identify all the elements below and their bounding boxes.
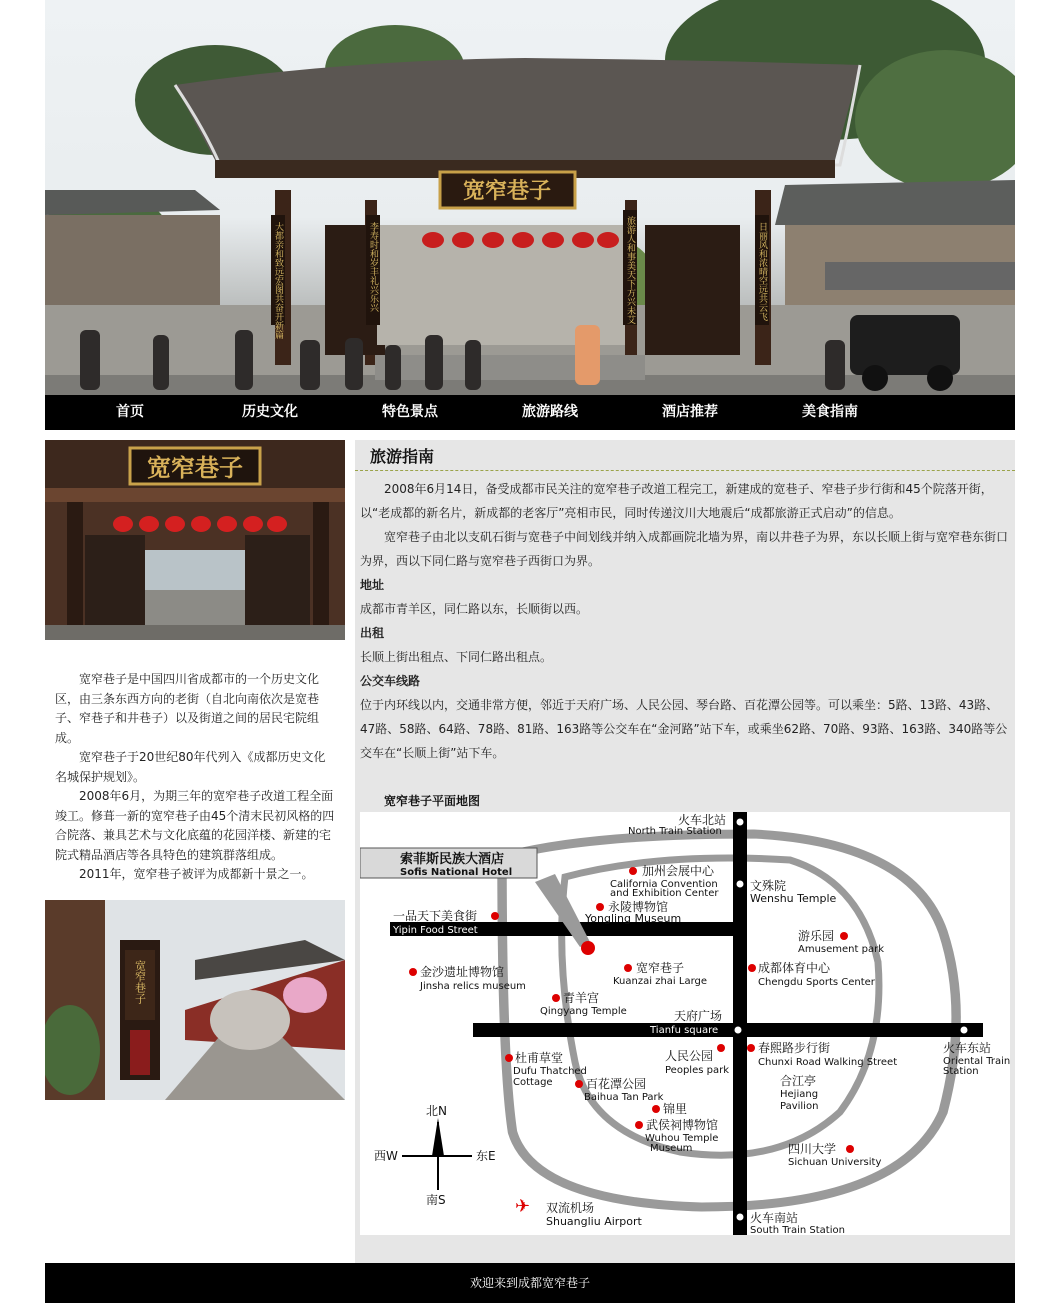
- qingyang-en: Qingyang Temple: [540, 1006, 627, 1017]
- couplet-outer-right: 日丽风和浓晴空远共云飞: [757, 222, 767, 321]
- compass-east: 东E: [476, 1149, 496, 1163]
- dufu-en-1: Dufu Thatched: [513, 1066, 587, 1077]
- east-station-en-2: Station: [943, 1066, 979, 1077]
- yongling-label: 永陵博物馆: [608, 900, 669, 914]
- amusement-en: Amusement park: [798, 944, 884, 955]
- hejiang-en-1: Hejiang: [780, 1089, 819, 1100]
- north-station-en: North Train Station: [628, 826, 722, 837]
- yongling-en: Yongling Museum: [585, 912, 682, 925]
- nav-item-history[interactable]: 历史文化: [242, 404, 298, 420]
- wuhou-en-2: Museum: [650, 1143, 693, 1154]
- title-divider: [355, 470, 1015, 471]
- yipin-label: 一品天下美食街: [393, 909, 478, 923]
- bus-text: 位于内环线以内，交通非常方便，邻近于天府广场、人民公园、琴台路、百花潭公园等。可以乘坐：5路、13路、43路、47路、58路、64路、78路、81路、163路等公交车在“金河路”站下车，或乘坐62路、70路、93路、163路、340路等公交车在“长顺上街”站下车。: [360, 698, 1008, 760]
- gate-illustration: [45, 0, 1015, 395]
- sports-label: 成都体育中心: [758, 961, 831, 975]
- address-heading: 地址: [360, 578, 385, 592]
- jinsha-label: 金沙遗址博物馆: [420, 965, 505, 979]
- bus-heading: 公交车线路: [360, 674, 421, 688]
- gate-photo-sign: 宽窄巷子: [147, 454, 243, 482]
- sichuan-en: Sichuan University: [788, 1157, 882, 1168]
- hotel-label: 索菲斯民族大酒店: [400, 852, 505, 867]
- address-text: 成都市青羊区，同仁路以东，长顺街以西。: [360, 602, 589, 616]
- south-station-label: 火车南站: [750, 1211, 799, 1225]
- chunxi-label: 春熙路步行街: [758, 1041, 831, 1055]
- convention-en-1: California Convention: [610, 879, 718, 890]
- gate-photo: [45, 440, 345, 640]
- hejiang-en-2: Pavilion: [780, 1101, 819, 1112]
- map-caption: 宽窄巷子平面地图: [384, 794, 481, 808]
- airport-en: Shuangliu Airport: [546, 1215, 642, 1228]
- couplet-inner-left: 李寿时和岁丰礼兴乐兴: [368, 222, 378, 312]
- chunxi-en: Chunxi Road Walking Street: [758, 1057, 898, 1068]
- guide-body: [360, 477, 1010, 765]
- sports-en: Chengdu Sports Center: [758, 977, 875, 988]
- south-station-en: South Train Station: [750, 1225, 845, 1235]
- main-nav: [45, 395, 1015, 430]
- compass-north: 北N: [426, 1104, 447, 1118]
- nav-item-hotels[interactable]: 酒店推荐: [662, 404, 718, 420]
- guide-intro: 2008年6月14日，备受成都市民关注的宽窄巷子改道工程完工，新建成的宽巷子、窄巷子步行街和45个院落开街，以“老成都的新名片，新成都的老客厅”亮相市民，同时传递汶川大地震后“成都旅游正式启动”的信息。: [360, 482, 993, 520]
- history-intro: [55, 670, 337, 885]
- intro-paragraph: 宽窄巷子是中国四川省成都市的一个历史文化区，由三条东西方向的老街（自北向南依次是宽巷子、窄巷子和井巷子）以及街道之间的居民宅院组成。: [55, 672, 320, 745]
- kuanzhai-label: 宽窄巷子: [636, 961, 685, 975]
- wuhou-label: 武侯祠博物馆: [646, 1118, 719, 1132]
- sichuan-label: 四川大学: [788, 1142, 837, 1156]
- dufu-label: 杜甫草堂: [515, 1051, 564, 1065]
- wuhou-en-1: Wuhou Temple: [645, 1133, 719, 1144]
- north-station-label: 火车北站: [678, 813, 727, 827]
- taxi-text: 长顺上街出租点、下同仁路出租点。: [360, 650, 553, 664]
- alley-sign: 宽窄巷子: [133, 960, 147, 1004]
- east-station-label: 火车东站: [943, 1041, 992, 1055]
- nav-item-routes[interactable]: 旅游路线: [522, 404, 578, 420]
- amusement-label: 游乐园: [798, 929, 835, 943]
- couplet-inner-right: 旅游人和事美天下方兴未艾: [625, 216, 635, 324]
- kuanzhai-en: Kuanzai zhai Large: [613, 976, 708, 987]
- airport-label: 双流机场: [546, 1201, 595, 1215]
- intro-paragraph: 宽窄巷子于20世纪80年代列入《成都历史文化名城保护规划》。: [55, 750, 326, 784]
- section-title: 旅游指南: [370, 447, 435, 466]
- left-column: [45, 440, 345, 1263]
- nav-item-home[interactable]: 首页: [116, 404, 144, 420]
- wenshu-en: Wenshu Temple: [750, 892, 837, 905]
- compass-south: 南S: [426, 1193, 446, 1207]
- intro-paragraph: 2011年，宽窄巷子被评为成都新十景之一。: [79, 867, 314, 881]
- hotel-marker: [581, 941, 595, 955]
- footer: 欢迎来到成都宽窄巷子: [45, 1263, 1015, 1303]
- peoples-en: Peoples park: [665, 1065, 729, 1076]
- peoples-label: 人民公园: [665, 1049, 714, 1063]
- convention-en-2: and Exhibition Center: [610, 888, 719, 899]
- baihua-en: Baihua Tan Park: [584, 1092, 664, 1103]
- tianfu-label: 天府广场: [674, 1009, 723, 1023]
- tianfu-en: Tianfu square: [650, 1025, 719, 1036]
- nav-item-attractions[interactable]: 特色景点: [382, 404, 438, 420]
- intro-paragraph: 2008年6月，为期三年的宽窄巷子改道工程全面竣工。修葺一新的宽窄巷子由45个清末民初风格的四合院落、兼具艺术与文化底蕴的花园洋楼、新建的宅院式精品酒店等各具特色的建筑群落组成。: [55, 789, 335, 862]
- gate-sign: 宽窄巷子: [462, 179, 552, 204]
- taxi-heading: 出租: [360, 626, 385, 640]
- couplet-outer-left: 大都亲和致远宏图共奋开新篇: [273, 222, 283, 339]
- yipin-en: Yipin Food Street: [393, 925, 478, 936]
- wenshu-label: 文殊院: [750, 879, 787, 893]
- airplane-icon: ✈: [515, 1196, 531, 1217]
- compass-west: 西W: [374, 1149, 398, 1163]
- dufu-en-2: Cottage: [513, 1077, 553, 1088]
- jinli-label: 锦里: [663, 1102, 688, 1116]
- qingyang-label: 青羊宫: [563, 991, 600, 1005]
- jinsha-en: Jinsha relics museum: [420, 981, 526, 992]
- banner-photo: [45, 0, 1015, 395]
- east-station-en-1: Oriental Train: [943, 1056, 1010, 1067]
- hejiang-label: 合江亭: [780, 1074, 817, 1088]
- guide-boundary: 宽窄巷子由北以支矶石街与宽巷子中间划线并纳入成都画院北墙为界，南以井巷子为界，东以长顺上街与宽窄巷东街口为界，西以下同仁路与宽窄巷子西街口为界。: [360, 530, 1009, 568]
- right-column: [355, 440, 1015, 1263]
- convention-label: 加州会展中心: [642, 864, 715, 878]
- alley-photo: [45, 900, 345, 1100]
- nav-item-food[interactable]: 美食指南: [802, 404, 858, 420]
- area-map: [360, 812, 1010, 1235]
- hotel-en: Sofis National Hotel: [400, 867, 513, 878]
- baihua-label: 百花潭公园: [586, 1077, 647, 1091]
